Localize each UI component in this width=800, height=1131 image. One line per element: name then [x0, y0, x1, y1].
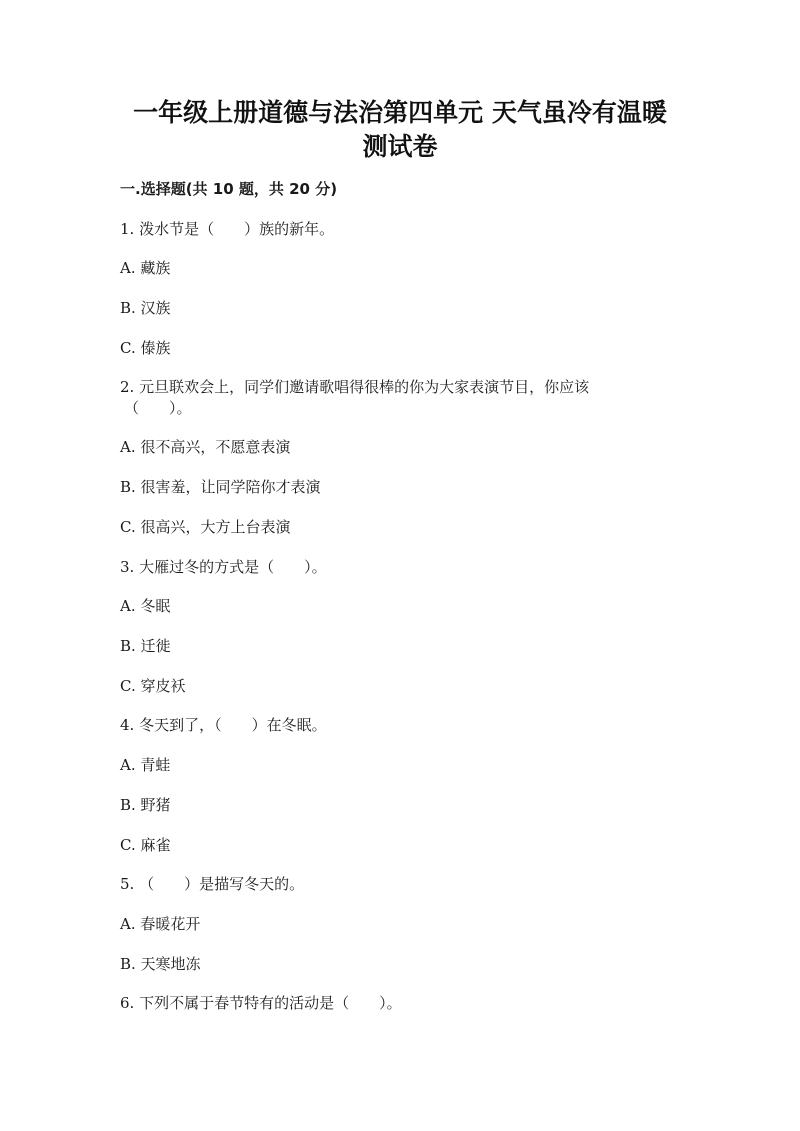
- question-4-option-a: A. 青蛙: [120, 756, 171, 774]
- question-1-stem: 1. 泼水节是（ ）族的新年。: [120, 220, 335, 238]
- section-heading: 一.选择题(共 10 题，共 20 分): [120, 180, 338, 198]
- question-3-option-b: B. 迁徙: [120, 637, 171, 655]
- question-1-option-c: C. 傣族: [120, 339, 171, 357]
- question-5-stem: 5. （ ）是描写冬天的。: [120, 875, 305, 893]
- question-3-option-a: A. 冬眠: [120, 597, 171, 615]
- question-2-stem-continued: （ ）。: [124, 399, 192, 417]
- page-title-line-1: 一年级上册道德与法治第四单元 天气虽冷有温暖: [133, 98, 667, 127]
- question-1-option-a: A. 藏族: [120, 259, 171, 277]
- question-3-stem: 3. 大雁过冬的方式是（ ）。: [120, 558, 327, 576]
- question-3-option-c: C. 穿皮袄: [120, 677, 186, 695]
- question-4-option-b: B. 野猪: [120, 796, 171, 814]
- question-2-option-c: C. 很高兴，大方上台表演: [120, 518, 291, 536]
- page-title-line-2: 测试卷: [362, 132, 438, 161]
- question-2-option-b: B. 很害羞，让同学陪你才表演: [120, 478, 321, 496]
- question-5-option-b: B. 天寒地冻: [120, 955, 201, 973]
- question-5-option-a: A. 春暖花开: [120, 915, 201, 933]
- question-2-stem: 2. 元旦联欢会上，同学们邀请歌唱得很棒的你为大家表演节目，你应该: [120, 378, 590, 396]
- question-1-option-b: B. 汉族: [120, 299, 171, 317]
- question-6-stem: 6. 下列不属于春节特有的活动是（ ）。: [120, 994, 402, 1012]
- question-2-option-a: A. 很不高兴，不愿意表演: [120, 438, 291, 456]
- question-4-option-c: C. 麻雀: [120, 836, 171, 854]
- question-4-stem: 4. 冬天到了，（ ）在冬眠。: [120, 716, 327, 734]
